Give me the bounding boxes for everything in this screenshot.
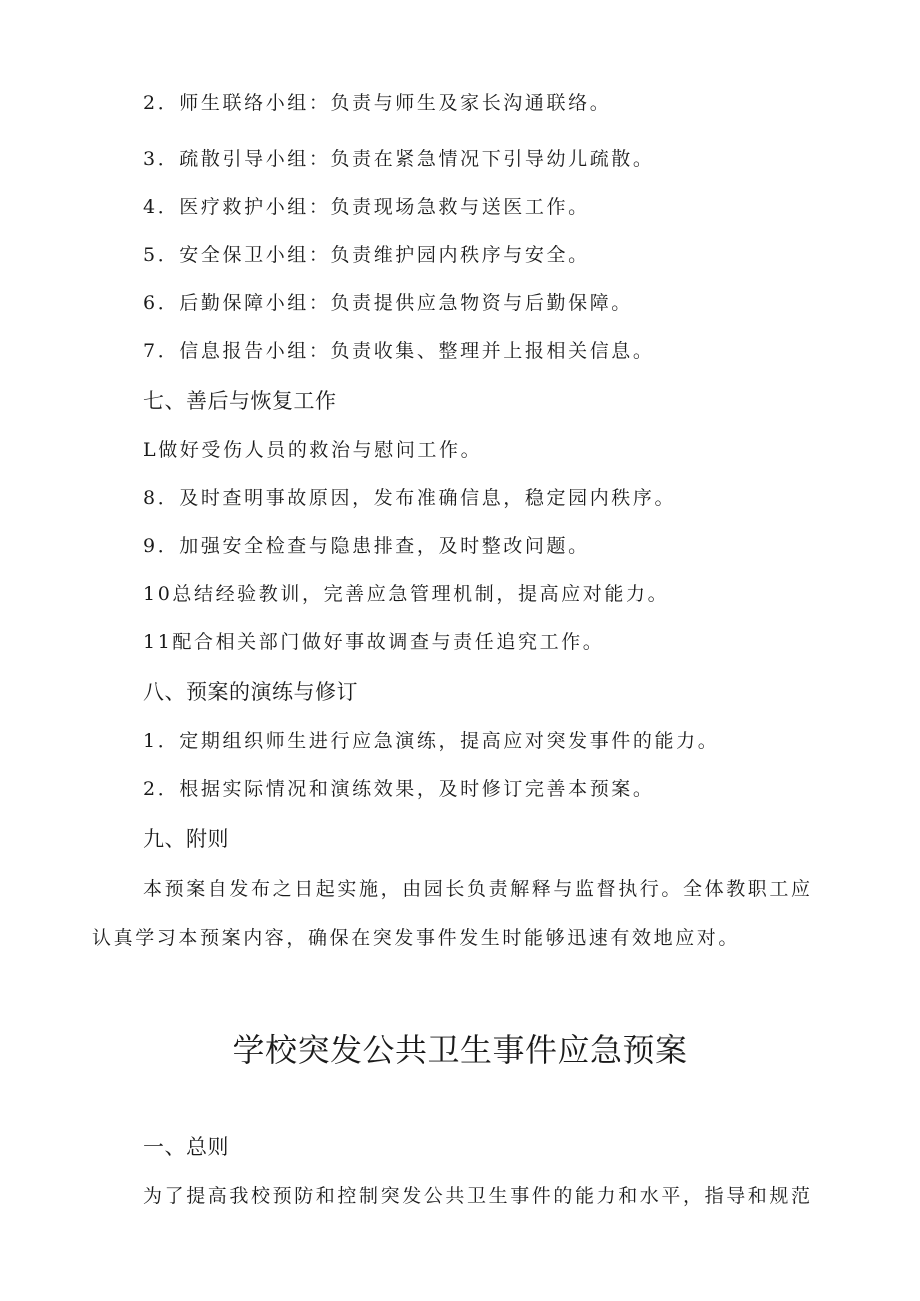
paragraph-line: 认真学习本预案内容，确保在突发事件发生时能够迅速有效地应对。 — [92, 927, 741, 949]
section-heading: 九、附则 — [143, 827, 229, 851]
list-item: 10总结经验教训，完善应急管理机制，提高应对能力。 — [143, 583, 670, 605]
section-heading: 一、总则 — [143, 1135, 229, 1159]
list-item: 11配合相关部门做好事故调查与责任追究工作。 — [143, 631, 605, 653]
list-item: L做好受伤人员的救治与慰问工作。 — [143, 439, 483, 461]
list-item: 4．医疗救护小组：负责现场急救与送医工作。 — [143, 196, 590, 218]
list-item: 5．安全保卫小组：负责维护园内秩序与安全。 — [143, 244, 590, 266]
list-item: 7．信息报告小组：负责收集、整理并上报相关信息。 — [143, 340, 655, 362]
section-heading: 七、善后与恢复工作 — [143, 389, 337, 413]
list-item: 2．根据实际情况和演练效果，及时修订完善本预案。 — [143, 778, 655, 800]
list-item: 6．后勤保障小组：负责提供应急物资与后勤保障。 — [143, 292, 633, 314]
paragraph-line: 为了提高我校预防和控制突发公共卫生事件的能力和水平，指导和规范 — [143, 1185, 813, 1207]
list-item: 1．定期组织师生进行应急演练，提高应对突发事件的能力。 — [143, 730, 720, 752]
list-item: 3．疏散引导小组：负责在紧急情况下引导幼儿疏散。 — [143, 148, 655, 170]
list-item: 2．师生联络小组：负责与师生及家长沟通联络。 — [143, 92, 612, 114]
list-item: 8．及时查明事故原因，发布准确信息，稳定园内秩序。 — [143, 487, 677, 509]
list-item: 9．加强安全检查与隐患排查，及时整改问题。 — [143, 535, 590, 557]
section-heading: 八、预案的演练与修订 — [143, 680, 358, 704]
paragraph-line: 本预案自发布之日起实施，由园长负责解释与监督执行。全体教职工应 — [143, 878, 813, 900]
document-title: 学校突发公共卫生事件应急预案 — [232, 1031, 688, 1069]
